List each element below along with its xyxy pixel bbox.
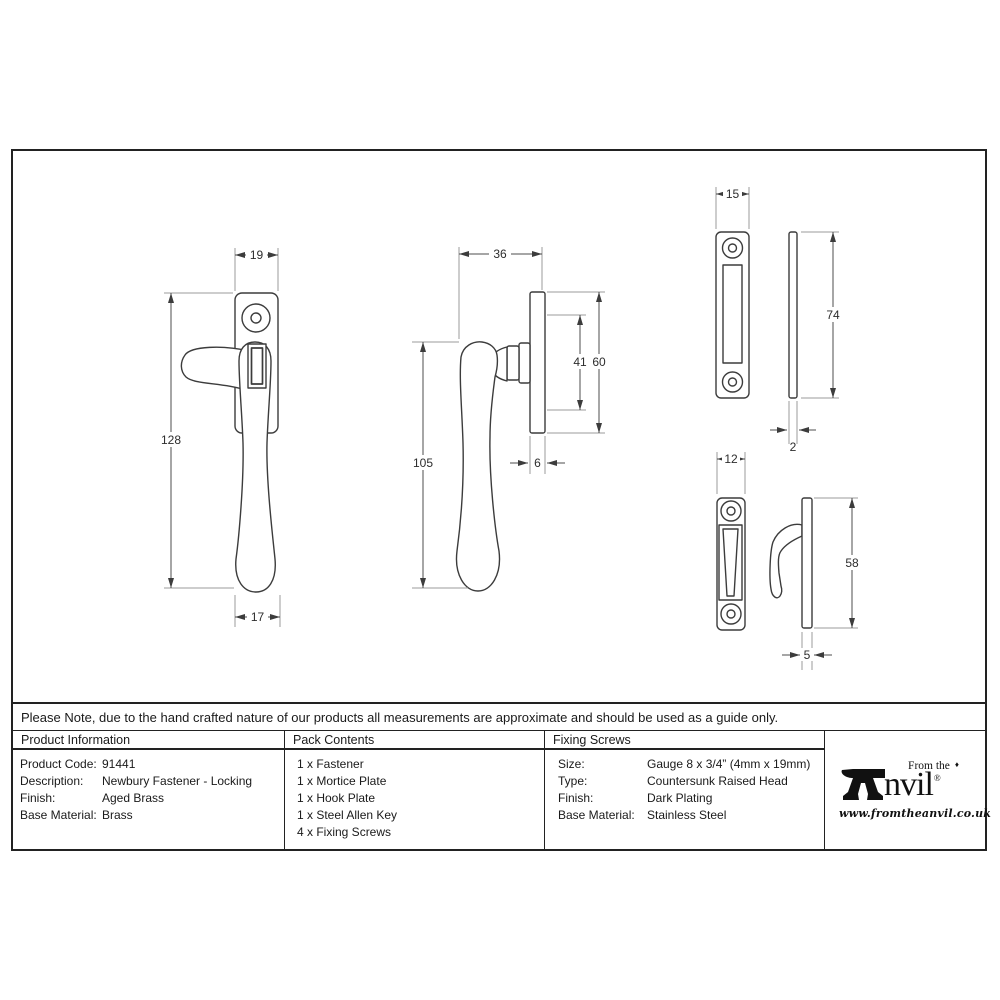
- product-info-table: [13, 731, 992, 849]
- brand-text: nvil: [884, 766, 933, 803]
- fixing-screws-cells: [545, 750, 824, 824]
- technical-drawings: [13, 151, 985, 702]
- anvil-icon: [841, 769, 885, 800]
- dim-hook-thickness: 5: [803, 648, 811, 662]
- table-row: [20, 790, 284, 807]
- table-row: [20, 807, 284, 824]
- mortice-slot: [723, 265, 742, 363]
- mortice-plate-side: [789, 232, 797, 398]
- hook-screw-hole-top-inner: [727, 507, 735, 515]
- row-label: Base Material:: [20, 808, 97, 822]
- from-the-text: From the: [908, 760, 950, 772]
- dim-hook-height: 58: [845, 556, 859, 570]
- row-label: Type:: [558, 774, 588, 788]
- dim-front-height: 128: [160, 433, 182, 447]
- row-label: Base Material:: [558, 808, 635, 822]
- row-value: Stainless Steel: [647, 808, 727, 822]
- fixing-screws-header: Fixing Screws: [545, 731, 824, 750]
- fastener-collar-2: [507, 346, 519, 380]
- list-item: 1 x Fastener: [297, 757, 364, 771]
- dim-front-width-bottom: 17: [250, 610, 265, 624]
- row-value: Brass: [102, 808, 133, 822]
- mortice-screw-hole-bottom-inner: [729, 378, 737, 386]
- table-row: [20, 773, 284, 790]
- fastener-handle-side: [457, 342, 500, 591]
- hook-plate-side: [802, 498, 812, 628]
- list-item: 4 x Fixing Screws: [297, 825, 392, 839]
- dim-mortice-thickness: 2: [789, 440, 797, 454]
- measurement-disclaimer: [13, 702, 985, 731]
- row-value: 91441: [102, 757, 136, 771]
- table-row: [558, 790, 824, 807]
- brand-url: www.fromtheanvil.co.uk: [839, 807, 992, 820]
- list-item: 1 x Steel Allen Key: [297, 808, 398, 822]
- hook-plate-views: [717, 452, 863, 670]
- product-information-header: Product Information: [13, 731, 284, 750]
- dim-front-width-top: 19: [249, 248, 264, 262]
- dim-mortice-width: 15: [725, 187, 740, 201]
- fastener-screw-hole-inner: [251, 313, 261, 323]
- fastener-front-view: [158, 248, 280, 627]
- row-value: Newbury Fastener - Locking: [102, 774, 253, 788]
- list-item: 1 x Mortice Plate: [297, 774, 387, 788]
- product-information-column: [13, 731, 285, 849]
- row-value: Countersunk Raised Head: [647, 774, 788, 788]
- drawing-sheet: [11, 149, 992, 851]
- dim-hook-width: 12: [724, 452, 738, 466]
- row-label: Description:: [20, 774, 84, 788]
- hook-screw-hole-bottom-inner: [727, 610, 735, 618]
- list-item: 1 x Hook Plate: [297, 791, 376, 805]
- pack-contents-cells: [285, 750, 544, 841]
- fastener-collar: [519, 343, 530, 383]
- hook-curve: [770, 524, 802, 597]
- from-the-anvil-logo: [839, 760, 992, 820]
- brand-column: [825, 731, 992, 849]
- fastener-backplate-side: [530, 292, 545, 433]
- fastener-lock-slot-inner: [252, 348, 263, 384]
- fixing-screws-column: [545, 731, 825, 849]
- mortice-plate-views: [716, 187, 844, 454]
- product-information-cells: [13, 750, 284, 824]
- dim-side-handle-length: 105: [412, 456, 434, 470]
- row-value: Aged Brass: [102, 791, 165, 805]
- disclaimer-text: Please Note, due to the hand crafted nature of our products all measurements are approximate and should be used as a guide only.: [21, 709, 779, 725]
- row-value: Dark Plating: [647, 791, 713, 805]
- dim-side-depth: 36: [493, 247, 507, 261]
- row-label: Size:: [558, 757, 585, 771]
- row-label: Finish:: [20, 791, 56, 805]
- row-value: Gauge 8 x 3/4” (4mm x 19mm): [647, 757, 811, 771]
- mortice-screw-hole-top-inner: [729, 244, 737, 252]
- diamond-icon: ♦: [954, 760, 959, 769]
- table-row: [558, 773, 824, 790]
- dim-side-plate-height: 60: [592, 355, 606, 369]
- technical-drawing-svg: [13, 151, 985, 702]
- pack-contents-header: Pack Contents: [285, 731, 544, 750]
- row-label: Product Code:: [20, 757, 97, 771]
- registered-mark: ®: [933, 773, 941, 783]
- logo-brand-row: [841, 766, 941, 803]
- fastener-side-view: [408, 247, 610, 591]
- table-row: [558, 756, 824, 773]
- dim-side-slot-height: 41: [573, 355, 587, 369]
- row-label: Finish:: [558, 791, 594, 805]
- pack-contents-column: [285, 731, 545, 849]
- table-row: [20, 756, 284, 773]
- table-row: [558, 807, 824, 824]
- dim-mortice-height: 74: [826, 308, 840, 322]
- dim-side-plate-thickness: 6: [534, 456, 541, 470]
